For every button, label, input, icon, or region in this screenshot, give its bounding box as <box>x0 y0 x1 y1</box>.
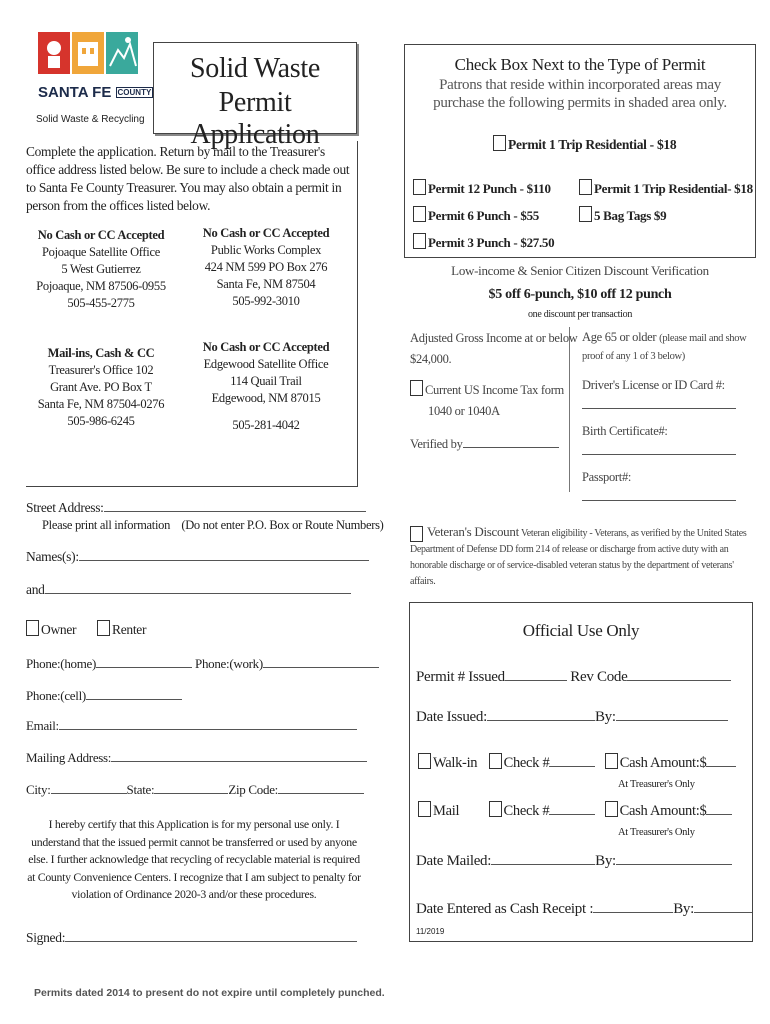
birth-certificate-label: Birth Certificate#: <box>582 424 668 438</box>
office-treasurer <box>26 345 176 430</box>
permit-1-trip-option[interactable] <box>579 179 753 197</box>
title-line2: Permit Application <box>190 87 320 150</box>
intro-text: Complete the application. Return by mail to the Treasurer's office address listed below. Be sure to include a check made out to Santa Fe County Treasurer. You may also obtain a permit in person from the offices listed below. <box>26 144 350 213</box>
permit-3-punch-label: Permit 3 Punch - $27.50 <box>428 235 555 250</box>
office-line: 505-986-6245 <box>67 414 135 428</box>
owner-checkbox[interactable] <box>26 620 39 636</box>
logo-icons <box>38 26 140 80</box>
county-name: SANTA FE <box>38 84 112 101</box>
office-header: Mail-ins, Cash & CC <box>47 346 155 360</box>
walk-in-treasurer-note: At Treasurer's Only <box>618 779 695 790</box>
title-box <box>153 42 357 150</box>
veteran-discount[interactable] <box>410 524 758 590</box>
signature-field[interactable] <box>26 930 357 946</box>
age-label: Age 65 or older <box>582 330 657 344</box>
agi-text <box>410 328 578 370</box>
tax-form-line1: Current US Income Tax form <box>425 383 564 397</box>
agi-line1: Adjusted Gross Income at or below <box>410 331 578 345</box>
shaded-permit-checkbox[interactable] <box>493 135 506 151</box>
office-line: Grant Ave. PO Box T <box>50 380 152 394</box>
veteran-label: Veteran's Discount <box>427 524 519 539</box>
drivers-license-field[interactable] <box>582 378 736 409</box>
permit-6-punch-option[interactable] <box>413 206 539 224</box>
permit-3-punch-checkbox[interactable] <box>413 233 426 249</box>
walk-in-label: Walk-in <box>433 755 478 771</box>
date-issued-label: Date Issued: <box>416 709 487 725</box>
office-line: Santa Fe, NM 87504-0276 <box>37 397 165 411</box>
age-text <box>582 328 756 366</box>
permit-type-panel <box>404 44 756 258</box>
veteran-checkbox[interactable] <box>410 526 423 542</box>
office-public-works <box>191 225 341 310</box>
and-field[interactable] <box>26 582 351 598</box>
office-line: 505-455-2775 <box>67 296 135 310</box>
phone-cell-label: Phone:(cell) <box>26 688 86 703</box>
passport-field[interactable] <box>582 470 736 501</box>
renter-option[interactable] <box>97 620 146 638</box>
age-hint1: (please mail and show <box>659 333 747 344</box>
county-tag: COUNTY <box>117 88 152 97</box>
verified-by-label: Verified by <box>410 437 463 451</box>
office-line: 505-281-4042 <box>232 418 300 432</box>
mail-label: Mail <box>433 803 460 819</box>
mail-row[interactable] <box>418 801 732 820</box>
office-line: 424 NM 599 PO Box 276 <box>204 260 328 274</box>
permit-6-punch-label: Permit 6 Punch - $55 <box>428 208 539 223</box>
certification-text: I hereby certify that this Application is for my personal use only. I understand that the issued permit cannot be transferred or used by anyone else. I further acknowledge that recycling of recyclable material is required at County Convenience Centers. I recognize that I am subject to penalty for violation of Ordinance 2020-3 and/or these procedures. <box>27 817 361 901</box>
mail-checkbox[interactable] <box>418 801 431 817</box>
office-line: Edgewood Satellite Office <box>203 357 329 371</box>
department-name: Solid Waste & Recycling <box>36 114 145 125</box>
date-mailed-by-label: By: <box>595 853 616 869</box>
office-line: 5 West Gutierrez <box>61 262 141 276</box>
permit-issued-field[interactable] <box>416 669 731 686</box>
instructions-panel <box>26 141 358 487</box>
bag-tags-option[interactable] <box>579 206 666 224</box>
birth-certificate-field[interactable] <box>582 424 736 455</box>
walk-in-row[interactable] <box>418 753 736 772</box>
passport-label: Passport#: <box>582 470 632 484</box>
signed-label: Signed: <box>26 930 66 945</box>
date-issued-by-label: By: <box>594 709 616 725</box>
office-line: Pojoaque Satellite Office <box>42 245 160 259</box>
permit-12-punch-option[interactable] <box>413 179 551 197</box>
mail-check-checkbox[interactable] <box>489 801 502 817</box>
email-field[interactable] <box>26 718 357 734</box>
email-label: Email: <box>26 718 59 733</box>
office-header: No Cash or CC Accepted <box>202 340 330 354</box>
walk-in-cash-label: Cash Amount:$ <box>619 755 707 771</box>
bag-tags-checkbox[interactable] <box>579 206 592 222</box>
date-mailed-field[interactable] <box>416 853 732 870</box>
mail-check-label: Check # <box>503 803 550 819</box>
discount-offer: $5 off 6-punch, $10 off 12 punch <box>488 287 672 302</box>
print-note: Please print all information (Do not enter P.O. Box or Route Numbers) <box>42 518 384 532</box>
permit-panel-subtitle1: Patrons that reside within incorporated areas may <box>439 77 721 93</box>
office-header: No Cash or CC Accepted <box>202 226 330 240</box>
mail-cash-checkbox[interactable] <box>605 801 618 817</box>
discount-title: Low-income & Senior Citizen Discount Verification <box>451 263 709 278</box>
permit-12-punch-label: Permit 12 Punch - $110 <box>428 181 551 196</box>
verified-by-field[interactable] <box>410 436 559 452</box>
permit-12-punch-checkbox[interactable] <box>413 179 426 195</box>
owner-option[interactable] <box>26 620 76 638</box>
date-mailed-label: Date Mailed: <box>416 853 492 869</box>
county-logo <box>34 26 152 125</box>
street-address-field[interactable] <box>26 500 366 516</box>
office-line: 114 Quail Trail <box>230 374 302 388</box>
owner-label: Owner <box>41 622 77 637</box>
office-line: Santa Fe, NM 87504 <box>216 277 316 291</box>
cash-receipt-by-label: By: <box>673 901 694 917</box>
permit-3-punch-option[interactable] <box>413 233 554 251</box>
official-title: Official Use Only <box>522 621 640 640</box>
office-line: 505-992-3010 <box>232 294 300 308</box>
title-line1: Solid Waste <box>189 53 321 84</box>
shaded-permit-option[interactable] <box>493 135 676 153</box>
walk-in-checkbox[interactable] <box>418 753 431 769</box>
names-field[interactable] <box>26 549 369 565</box>
phone-work-label: Phone:(work) <box>195 656 263 671</box>
phone-home-field[interactable] <box>26 656 379 672</box>
permit-panel-title: Check Box Next to the Type of Permit <box>454 55 706 74</box>
form-version: 11/2019 <box>416 927 445 936</box>
city-label: City: <box>26 782 51 797</box>
names-label: Names(s): <box>26 549 79 564</box>
permit-panel-subtitle2: purchase the following permits in shaded area only. <box>433 95 727 111</box>
tax-form-checkbox[interactable] <box>410 380 423 396</box>
agi-line2: $24,000. <box>410 352 452 366</box>
mail-cash-label: Cash Amount:$ <box>619 803 707 819</box>
permit-6-punch-checkbox[interactable] <box>413 206 426 222</box>
drivers-license-label: Driver's License or ID Card #: <box>582 378 725 392</box>
city-state-zip-field[interactable] <box>26 782 364 798</box>
permit-1-trip-label: Permit 1 Trip Residential- $18 <box>594 181 753 196</box>
tax-form-option[interactable] <box>410 380 564 422</box>
cash-receipt-field[interactable] <box>416 901 752 918</box>
state-label: State: <box>126 782 155 797</box>
age-hint2: proof of any 1 of 3 below) <box>582 351 686 362</box>
mailing-address-label: Mailing Address: <box>26 750 112 765</box>
rev-code-label: Rev Code <box>570 669 628 685</box>
bag-tags-label: 5 Bag Tags $9 <box>594 208 667 223</box>
renter-checkbox[interactable] <box>97 620 110 636</box>
cash-receipt-label: Date Entered as Cash Receipt : <box>416 901 594 917</box>
phone-cell-field[interactable] <box>26 688 182 704</box>
mailing-address-field[interactable] <box>26 750 367 766</box>
mail-treasurer-note: At Treasurer's Only <box>618 827 695 838</box>
date-issued-field[interactable] <box>416 709 728 726</box>
phone-home-label: Phone:(home) <box>26 656 97 671</box>
discount-note: one discount per transaction <box>527 309 633 320</box>
office-edgewood <box>191 339 341 434</box>
office-line: Edgewood, NM 87015 <box>211 391 321 405</box>
footer-note: Permits dated 2014 to present do not expire until completely punched. <box>34 987 385 999</box>
official-use-panel <box>409 602 753 942</box>
shaded-permit-label: Permit 1 Trip Residential - $18 <box>508 137 677 152</box>
veteran-text: Veteran eligibility - Veterans, as verified by the United States Department of Defense DD form 214 of release or discharge from active duty with an honorable discharge or of service-disabled veteran status by the department of veterans' affairs. <box>410 528 747 587</box>
office-header: No Cash or CC Accepted <box>37 228 165 242</box>
office-line: Treasurer's Office 102 <box>48 363 154 377</box>
office-line: Pojoaque, NM 87506-0955 <box>36 279 166 293</box>
tax-form-line2: 1040 or 1040A <box>428 404 500 418</box>
permit-1-trip-checkbox[interactable] <box>579 179 592 195</box>
office-line: Public Works Complex <box>210 243 322 257</box>
renter-label: Renter <box>112 622 147 637</box>
office-pojoaque <box>26 227 176 312</box>
street-address-label: Street Address: <box>26 500 104 515</box>
walk-in-check-label: Check # <box>503 755 550 771</box>
permit-issued-label: Permit # Issued <box>416 669 505 685</box>
walk-in-cash-checkbox[interactable] <box>605 753 618 769</box>
walk-in-check-checkbox[interactable] <box>489 753 502 769</box>
and-label: and <box>26 582 45 597</box>
zip-label: Zip Code: <box>228 782 278 797</box>
